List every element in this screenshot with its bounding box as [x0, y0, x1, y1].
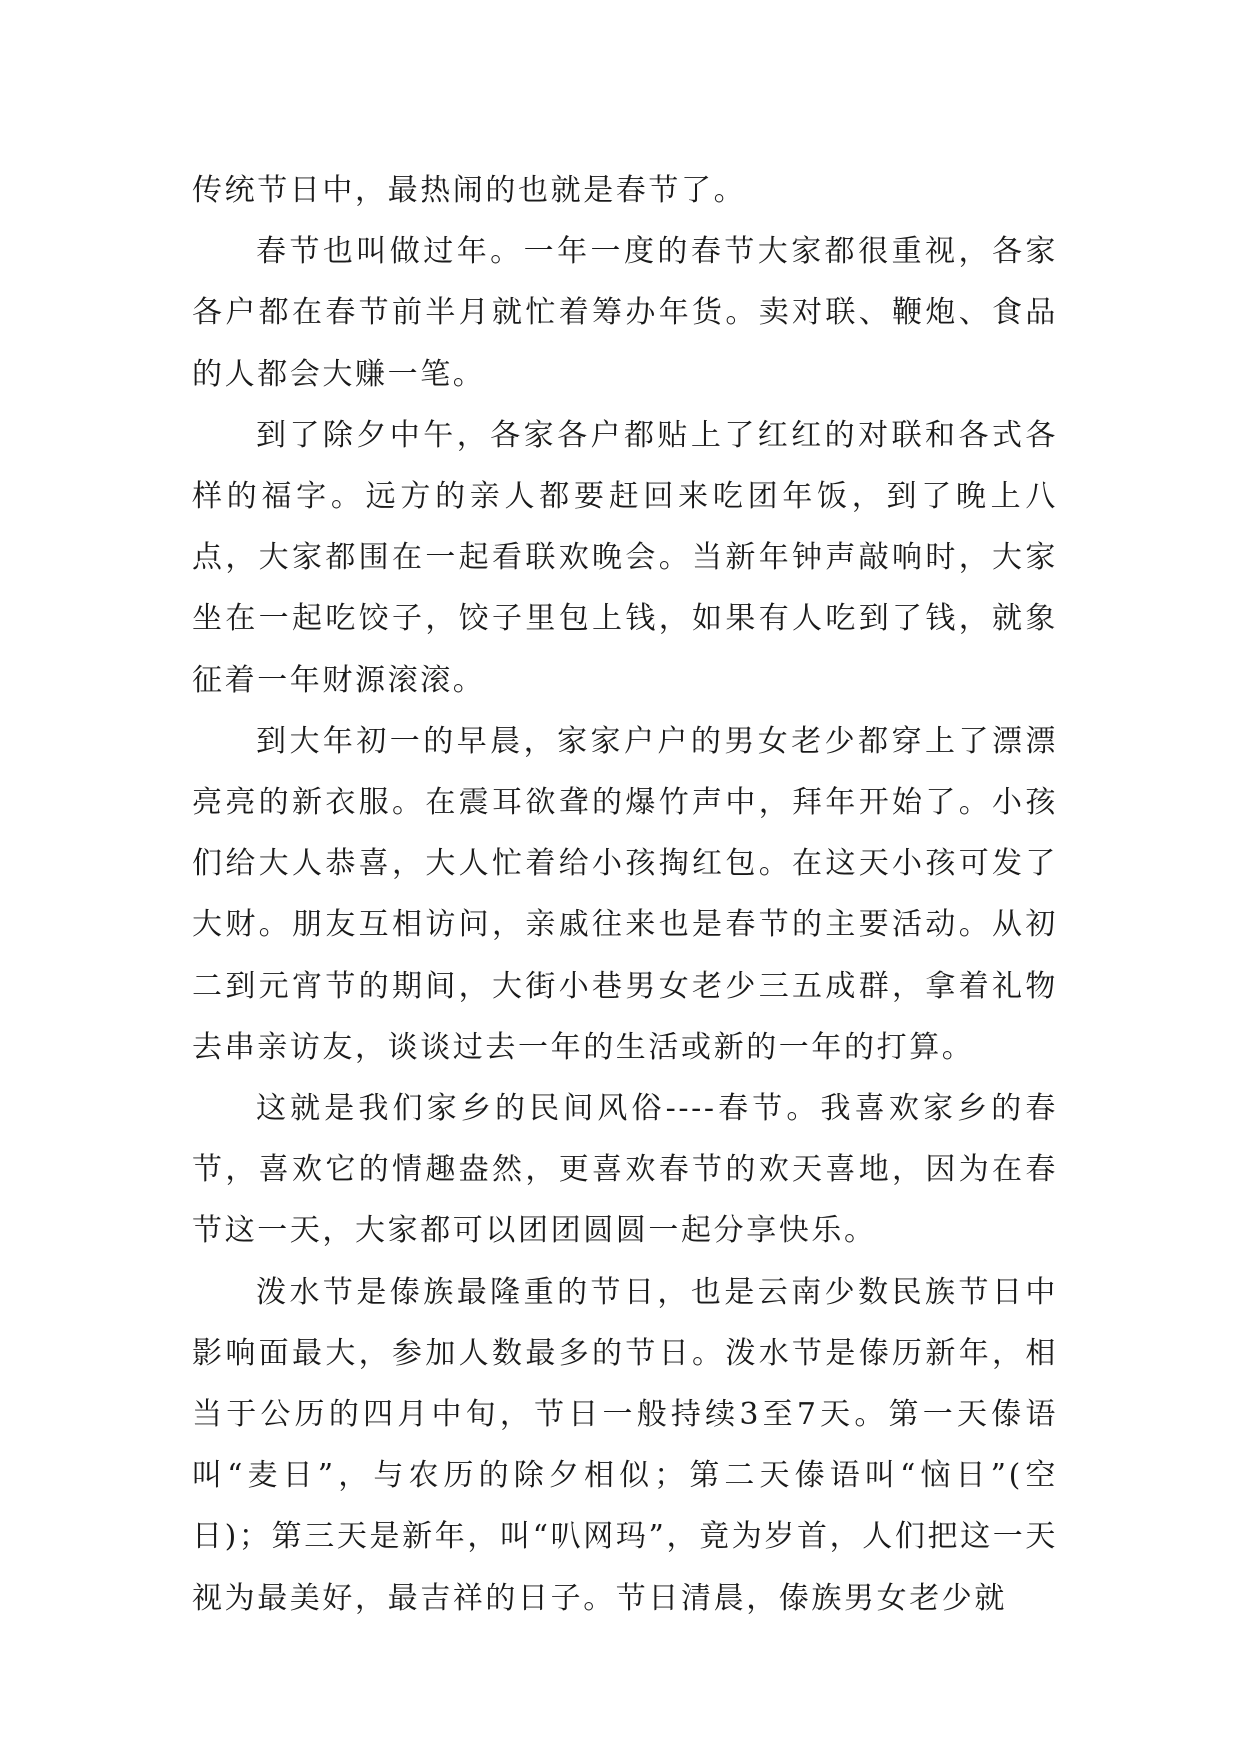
paragraph-2: 春节也叫做过年。一年一度的春节大家都很重视，各家各户都在春节前半月就忙着筹办年货。卖对联、鞭炮、食品的人都会大赚一笔。	[192, 234, 1058, 392]
paragraph-3: 到了除夕中午，各家各户都贴上了红红的对联和各式各样的福字。远方的亲人都要赶回来吃团年饭，到了晚上八点，大家都围在一起看联欢晚会。当新年钟声敲响时，大家坐在一起吃饺子，饺子里包上钱，如果有人吃到了钱，就象征着一年财源滚滚。	[192, 417, 1058, 698]
paragraph-1: 传统节日中，最热闹的也就是春节了。	[192, 173, 747, 208]
document-body	[192, 160, 1058, 1629]
paragraph-5: 这就是我们家乡的民间风俗----春节。我喜欢家乡的春节，喜欢它的情趣盎然，更喜欢春节的欢天喜地，因为在春节这一天，大家都可以团团圆圆一起分享快乐。	[192, 1091, 1058, 1249]
paragraph-6: 泼水节是傣族最隆重的节日，也是云南少数民族节日中影响面最大，参加人数最多的节日。泼水节是傣历新年，相当于公历的四月中旬，节日一般持续3至7天。第一天傣语叫“麦日”，与农历的除夕相似；第二天傣语叫“恼日”(空日)；第三天是新年，叫“叭网玛”，竟为岁首，人们把这一天视为最美好，最吉祥的日子。节日清晨，傣族男女老少就	[192, 1274, 1058, 1616]
paragraph-4: 到大年初一的早晨，家家户户的男女老少都穿上了漂漂亮亮的新衣服。在震耳欲聋的爆竹声中，拜年开始了。小孩们给大人恭喜，大人忙着给小孩掏红包。在这天小孩可发了大财。朋友互相访问，亲戚往来也是春节的主要活动。从初二到元宵节的期间，大街小巷男女老少三五成群，拿着礼物去串亲访友，谈谈过去一年的生活或新的一年的打算。	[192, 723, 1058, 1065]
